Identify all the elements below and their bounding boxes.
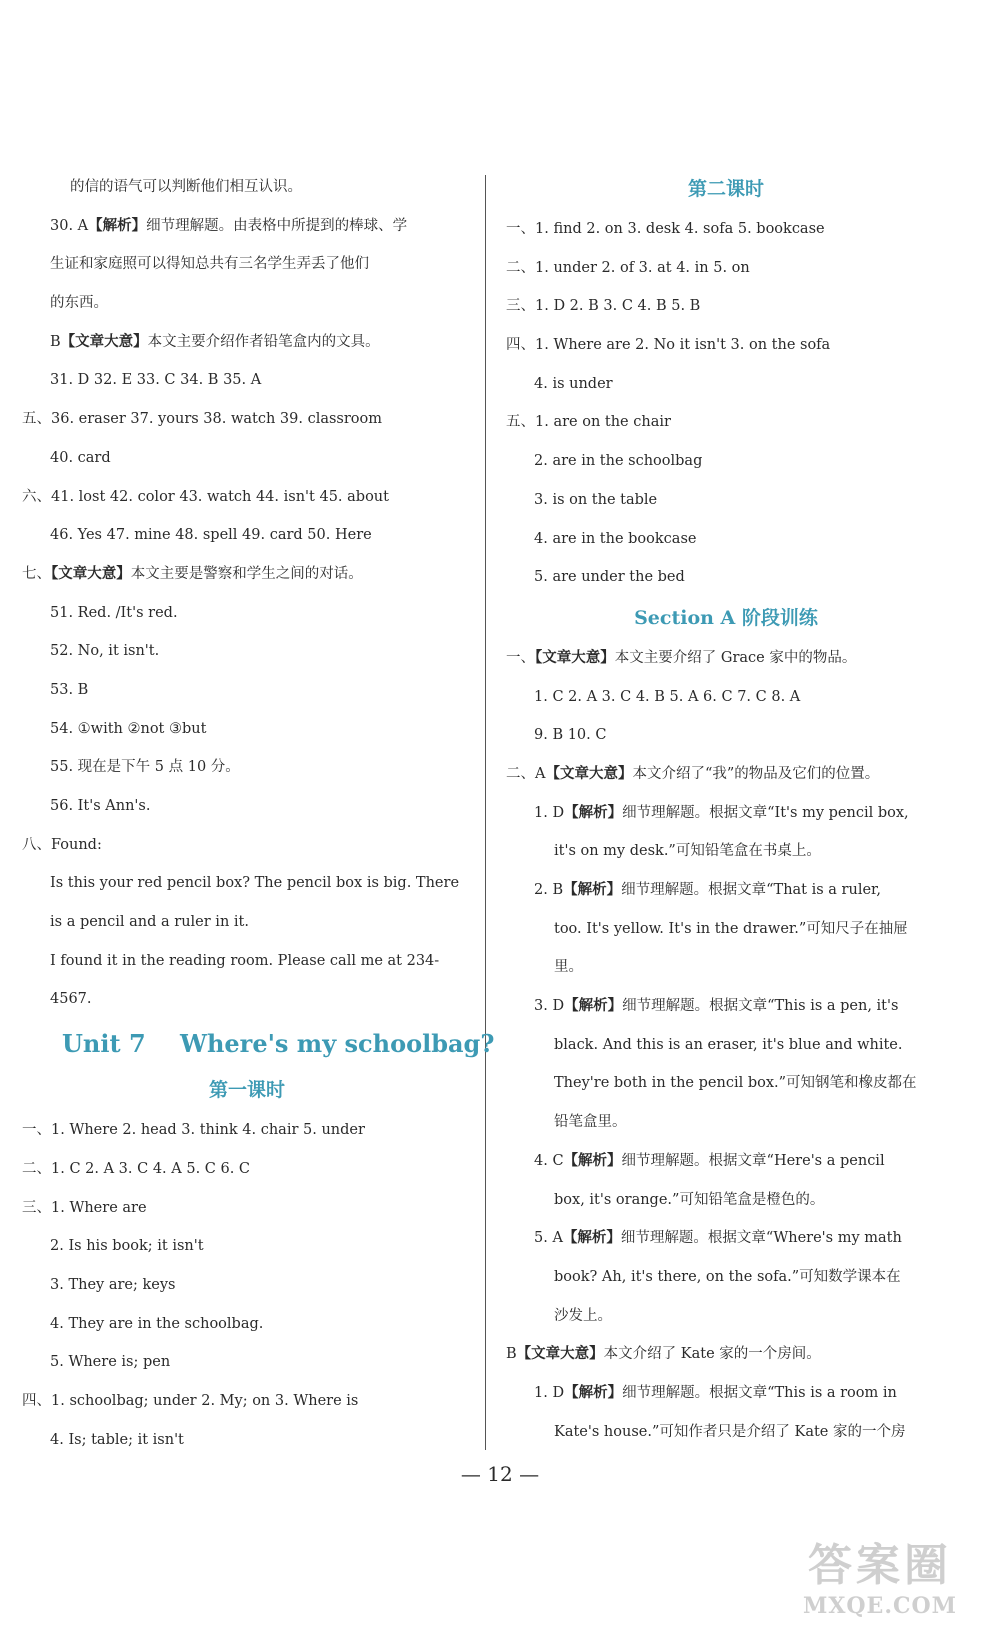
answer-line: B【文章大意】本文主要介绍作者铅笔盒内的文具。 xyxy=(50,332,380,350)
answer-line: 1. D【解析】细节理解题。根据文章“It's my pencil box, xyxy=(534,803,909,821)
answer-line: 51. Red. /It's red. xyxy=(50,604,178,621)
answer-line: 52. No, it isn't. xyxy=(50,643,160,660)
section-a-heading: Section A 阶段训练 xyxy=(634,606,818,629)
answer-line: 9. B 10. C xyxy=(534,727,607,744)
tag-label: 【解析】 xyxy=(88,216,147,234)
answer-line: 五、1. are on the chair xyxy=(506,414,671,431)
right-column xyxy=(506,168,946,1451)
answer-line: 三、1. Where are xyxy=(22,1199,147,1216)
answer-line: 2. are in the schoolbag xyxy=(534,453,703,470)
tag-label: 【解析】 xyxy=(563,881,622,898)
tag-label: 【文章大意】 xyxy=(535,648,615,666)
answer-block-lesson1 xyxy=(22,1111,472,1459)
answer-line: 4. They are in the schoolbag. xyxy=(50,1315,264,1332)
answer-line: 3. They are; keys xyxy=(50,1276,176,1293)
answer-line: 1. D【解析】细节理解题。根据文章“This is a room in xyxy=(534,1383,897,1401)
tag-label: 【解析】 xyxy=(564,1383,623,1401)
answer-line: book? Ah, it's there, on the sofa.”可知数学课本在 xyxy=(554,1268,901,1285)
answer-line: B【文章大意】本文介绍了 Kate 家的一个房间。 xyxy=(506,1345,821,1363)
answer-block-section-a xyxy=(506,639,946,1451)
answer-line: 54. ①with ②not ③but xyxy=(50,720,207,737)
answer-line: 55. 现在是下午 5 点 10 分。 xyxy=(50,759,240,776)
answer-line: 3. D【解析】细节理解题。根据文章“This is a pen, it's xyxy=(534,997,899,1015)
answer-line: 46. Yes 47. mine 48. spell 49. card 50. Here xyxy=(50,527,372,544)
tag-label: 【文章大意】 xyxy=(516,1345,604,1363)
answer-line: 4. are in the bookcase xyxy=(534,530,697,547)
answer-line: 一、1. find 2. on 3. desk 4. sofa 5. bookcase xyxy=(506,221,825,237)
answer-line: 的东西。 xyxy=(50,295,108,312)
answer-line: 56. It's Ann's. xyxy=(50,798,151,814)
answer-line: Is this your red pencil box? The pencil box is big. There xyxy=(50,875,460,892)
answer-line: 一、【文章大意】本文主要介绍了 Grace 家中的物品。 xyxy=(506,648,857,666)
answer-line: 二、1. C 2. A 3. C 4. A 5. C 6. C xyxy=(22,1160,251,1177)
answer-block-unit6 xyxy=(22,168,472,1019)
tag-label: 【解析】 xyxy=(563,1151,622,1169)
answer-line: 一、1. Where 2. head 3. think 4. chair 5. under xyxy=(22,1122,365,1139)
answer-line: 30. A【解析】细节理解题。由表格中所提到的棒球、学 xyxy=(50,216,408,234)
answer-line: 八、Found: xyxy=(22,836,102,853)
answer-line: They're both in the pencil box.”可知钢笔和橡皮都在 xyxy=(554,1075,917,1092)
answer-line: 4567. xyxy=(50,991,92,1008)
tag-label: 【解析】 xyxy=(562,1229,621,1247)
answer-line: 四、1. schoolbag; under 2. My; on 3. Where is xyxy=(22,1392,359,1409)
answer-line: 4. is under xyxy=(534,375,613,392)
answer-line: I found it in the reading room. Please call me at 234- xyxy=(50,952,440,969)
answer-line: 1. C 2. A 3. C 4. B 5. A 6. C 7. C 8. A xyxy=(534,688,801,705)
answer-line: 40. card xyxy=(50,449,111,466)
unit-heading xyxy=(22,1019,495,1069)
watermark-logo xyxy=(780,1539,980,1629)
answer-line: 2. Is his book; it isn't xyxy=(50,1238,204,1255)
tag-label: 【解析】 xyxy=(564,997,623,1015)
answer-line: 5. are under the bed xyxy=(534,569,685,586)
column-divider xyxy=(485,175,486,1450)
answer-line: 六、41. lost 42. color 43. watch 44. isn't 45. about xyxy=(22,488,389,505)
tag-label: 【文章大意】 xyxy=(60,332,148,350)
left-column xyxy=(22,168,495,1459)
answer-line: it's on my desk.”可知铅笔盒在书桌上。 xyxy=(554,843,821,860)
answer-line: 二、1. under 2. of 3. at 4. in 5. on xyxy=(506,259,750,276)
answer-line: 5. A【解析】细节理解题。根据文章“Where's my math xyxy=(534,1229,902,1247)
answer-line: 4. Is; table; it isn't xyxy=(50,1431,184,1448)
answer-line: 4. C【解析】细节理解题。根据文章“Here's a pencil xyxy=(534,1151,885,1169)
tag-label: 【文章大意】 xyxy=(545,764,633,782)
answer-line: 二、A【文章大意】本文介绍了“我”的物品及它们的位置。 xyxy=(506,764,880,782)
answer-line: 的信的语气可以判断他们相互认识。 xyxy=(70,179,302,195)
answer-line: 5. Where is; pen xyxy=(50,1354,171,1371)
answer-line: 生证和家庭照可以得知总共有三名学生弄丢了他们 xyxy=(50,256,369,273)
answer-line: 五、36. eraser 37. yours 38. watch 39. classroom xyxy=(22,411,383,428)
watermark-url: MXQE.COM xyxy=(802,1593,958,1619)
answer-block-lesson2 xyxy=(506,210,946,597)
answer-line: 3. is on the table xyxy=(534,491,658,508)
watermark-logo-text: 答案圈 xyxy=(808,1540,952,1591)
answer-line: is a pencil and a ruler in it. xyxy=(50,914,249,931)
answer-line: 七、【文章大意】本文主要是警察和学生之间的对话。 xyxy=(22,564,363,582)
answer-line: too. It's yellow. It's in the drawer.”可知尺子在抽屉 xyxy=(554,920,908,937)
lesson-2-heading: 第二课时 xyxy=(687,178,764,200)
answer-line: 里。 xyxy=(554,959,583,976)
answer-line: 四、1. Where are 2. No it isn't 3. on the sofa xyxy=(506,337,831,354)
tag-label: 【文章大意】 xyxy=(51,564,131,582)
unit-title: Where's my schoolbag? xyxy=(180,1029,495,1059)
page-number: — 12 — xyxy=(460,1462,540,1486)
answer-line: black. And this is an eraser, it's blue and white. xyxy=(554,1036,903,1053)
answer-line: 2. B【解析】细节理解题。根据文章“That is a ruler, xyxy=(534,881,881,898)
answer-line: 沙发上。 xyxy=(554,1307,612,1324)
answer-line: 铅笔盒里。 xyxy=(554,1114,627,1131)
answer-line: box, it's orange.”可知铅笔盒是橙色的。 xyxy=(554,1191,825,1208)
answer-line: 三、1. D 2. B 3. C 4. B 5. B xyxy=(506,298,701,315)
answer-line: Kate's house.”可知作者只是介绍了 Kate 家的一个房 xyxy=(554,1423,906,1440)
tag-label: 【解析】 xyxy=(564,803,623,821)
lesson-1-heading: 第一课时 xyxy=(208,1079,285,1102)
answer-line: 31. D 32. E 33. C 34. B 35. A xyxy=(50,372,262,389)
unit-number: Unit 7 xyxy=(62,1029,146,1059)
answer-line: 53. B xyxy=(50,681,89,698)
